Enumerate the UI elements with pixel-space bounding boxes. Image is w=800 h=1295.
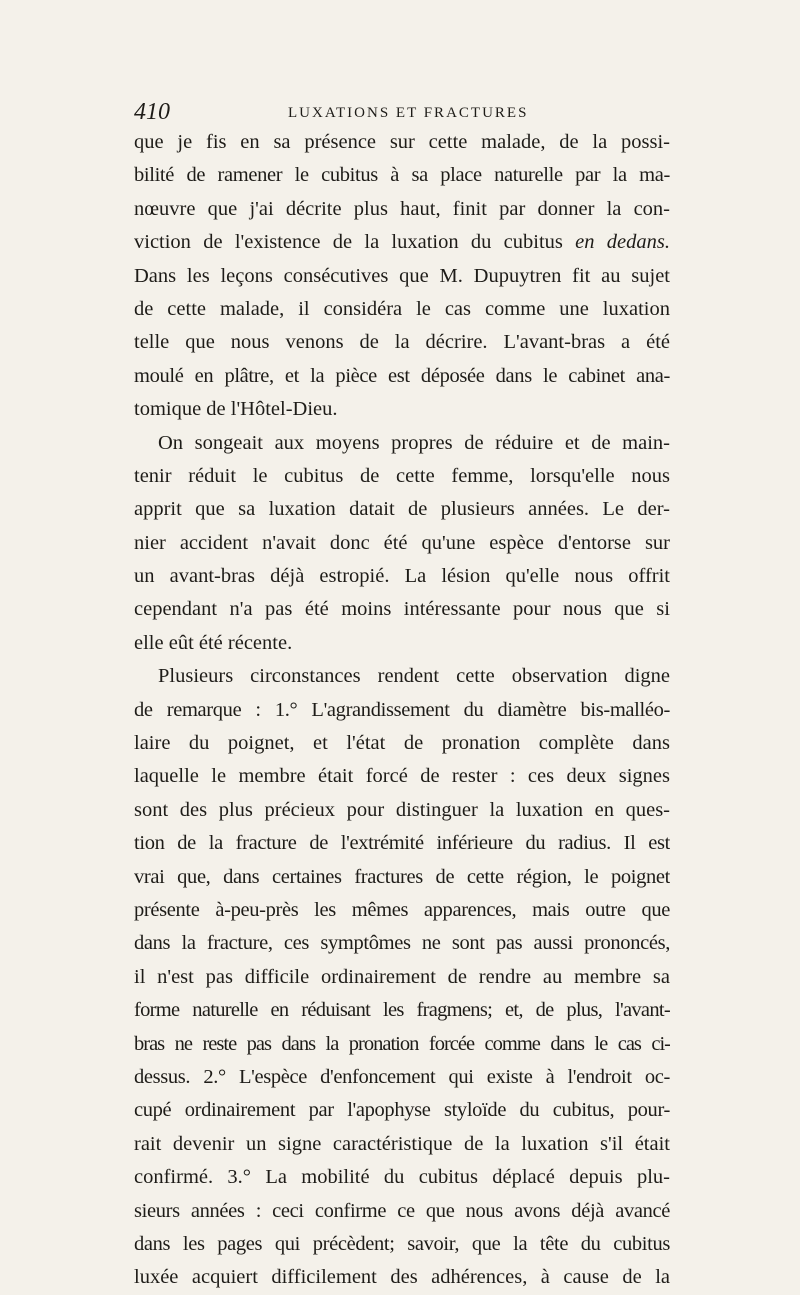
- text-line: bilité de ramener le cubitus à sa place naturelle par la ma-: [134, 164, 670, 187]
- running-head: [134, 98, 670, 126]
- text-line: de remarque : 1.° L'agrandissement du diamètre bis-malléo-: [134, 698, 670, 721]
- text-line: Dans les leçons consécutives que M. Dupuytren fit au sujet: [134, 264, 670, 287]
- running-title: LUXATIONS ET FRACTURES: [288, 105, 529, 121]
- body-text: [134, 126, 670, 1295]
- text-line-with-italic: [134, 226, 670, 259]
- text-line: nœuvre que j'ai décrite plus haut, finit par donner la con-: [134, 197, 670, 220]
- text-line: laire du poignet, et l'état de pronation complète dans: [134, 732, 670, 755]
- text-line: dessus. 2.° L'espèce d'enfoncement qui existe à l'endroit oc-: [134, 1065, 670, 1088]
- text-line: telle que nous venons de la décrire. L'avant-bras a été: [134, 331, 670, 354]
- text-line: de cette malade, il considéra le cas comme une luxation: [134, 297, 670, 320]
- text-line: que je fis en sa présence sur cette malade, de la possi-: [134, 131, 670, 153]
- text-line: cependant n'a pas été moins intéressante pour nous que si: [134, 598, 670, 621]
- text-line: un avant-bras déjà estropié. La lésion qu'elle nous offrit: [134, 565, 670, 588]
- text-line: tenir réduit le cubitus de cette femme, lorsqu'elle nous: [134, 464, 670, 487]
- text-line: nier accident n'avait donc été qu'une espèce d'entorse sur: [134, 531, 670, 554]
- italic-phrase: en dedans.: [575, 231, 670, 254]
- text-line: sieurs années : ceci confirme ce que nous avons déjà avancé: [134, 1199, 670, 1222]
- text-line: tion de la fracture de l'extrémité inférieure du radius. Il est: [134, 832, 670, 855]
- text-span: viction de l'existence de la luxation du cubitus: [134, 231, 563, 254]
- text-line: il n'est pas difficile ordinairement de rendre au membre sa: [134, 965, 670, 988]
- text-line: sont des plus précieux pour distinguer la luxation en ques-: [134, 798, 670, 821]
- text-line: laquelle le membre était forcé de rester : ces deux signes: [134, 765, 670, 788]
- text-line: luxée acquiert difficilement des adhérences, à cause de la: [134, 1266, 670, 1289]
- text-line: elle eût été récente.: [134, 631, 293, 654]
- text-line: apprit que sa luxation datait de plusieurs années. Le der-: [134, 498, 670, 521]
- text-line: tomique de l'Hôtel-Dieu.: [134, 398, 338, 421]
- text-line: On songeait aux moyens propres de réduire et de main-: [158, 431, 670, 454]
- text-line: rait devenir un signe caractéristique de la luxation s'il était: [134, 1132, 670, 1155]
- text-line: Plusieurs circonstances rendent cette observation digne: [158, 665, 670, 688]
- text-line: vrai que, dans certaines fractures de cette région, le poignet: [134, 865, 670, 888]
- text-line: dans les pages qui précèdent; savoir, que la tête du cubitus: [134, 1232, 670, 1255]
- page-number: 410: [134, 99, 170, 125]
- text-line: dans la fracture, ces symptômes ne sont pas aussi prononcés,: [134, 932, 670, 955]
- text-line: forme naturelle en réduisant les fragmens; et, de plus, l'avant-: [134, 999, 670, 1022]
- text-line: cupé ordinairement par l'apophyse styloïde du cubitus, pour-: [134, 1099, 670, 1122]
- text-line: présente à-peu-près les mêmes apparences, mais outre que: [134, 898, 670, 921]
- text-line: moulé en plâtre, et la pièce est déposée dans le cabinet ana-: [134, 364, 670, 387]
- text-line: bras ne reste pas dans la pronation forcée comme dans le cas ci-: [134, 1032, 670, 1055]
- text-line: confirmé. 3.° La mobilité du cubitus déplacé depuis plu-: [134, 1166, 670, 1189]
